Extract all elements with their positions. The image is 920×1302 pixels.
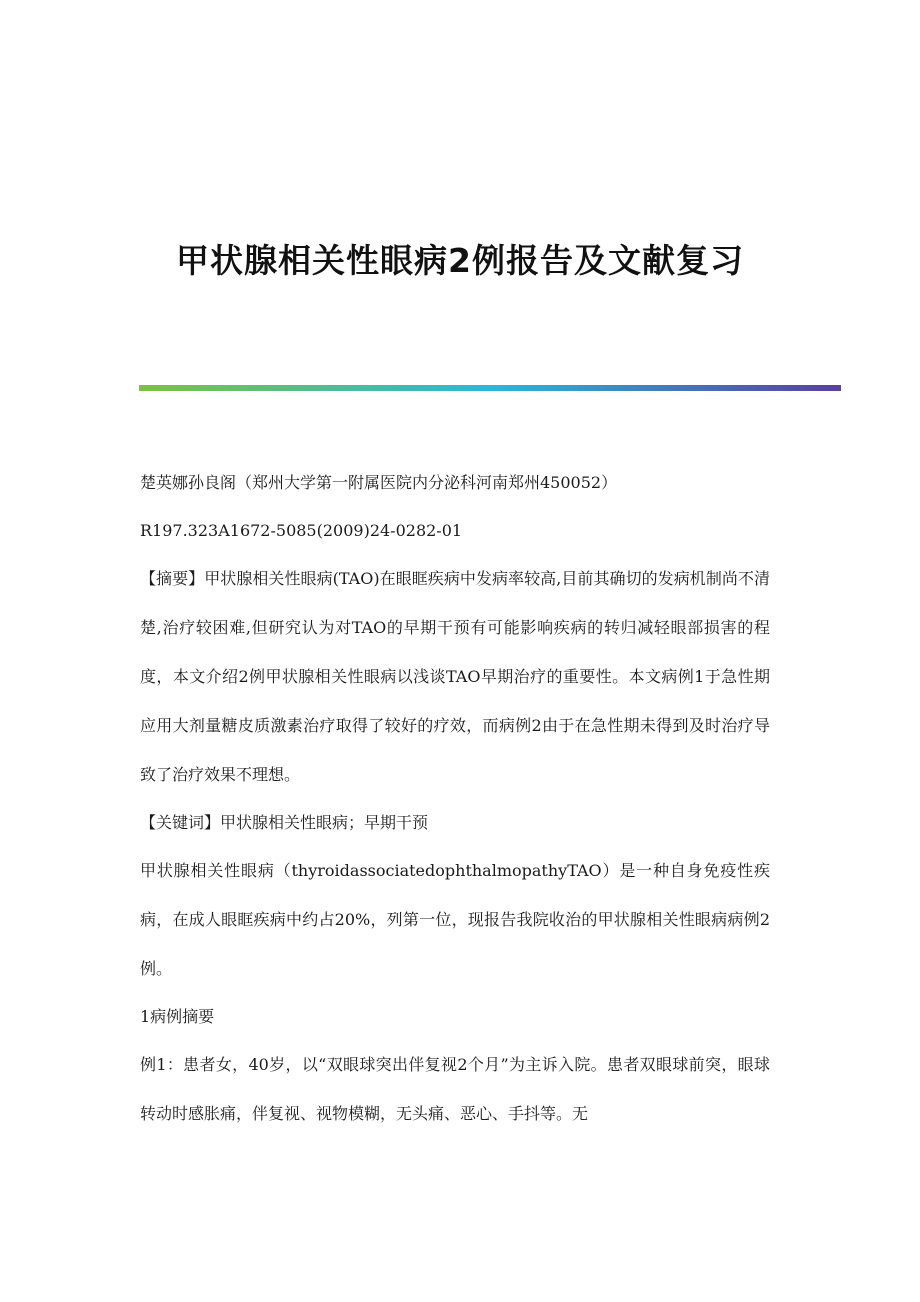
authors-affiliation: 楚英娜孙良阁（郑州大学第一附属医院内分泌科河南郑州450052） [140,473,618,492]
classification-codes: R197.323A1672-5085(2009)24-0282-01 [140,521,463,540]
paper-body [140,470,770,1149]
title-divider [139,385,841,391]
paper-title: 甲状腺相关性眼病2例报告及文献复习 [176,241,744,281]
case-1-paragraph: 例1：患者女，40岁，以“双眼球突出伴复视2个月”为主诉入院。患者双眼球前突，眼球转动时感胀痛，伴复视、视物模糊，无头痛、恶心、手抖等。无 [140,1055,770,1123]
abstract-paragraph: 【摘要】甲状腺相关性眼病(TAO)在眼眶疾病中发病率较高,目前其确切的发病机制尚不清楚,治疗较困难,但研究认为对TAO的早期干预有可能影响疾病的转归减轻眼部损害的程度，本文介绍2例甲状腺相关性眼病以浅谈TAO早期治疗的重要性。本文病例1于急性期应用大剂量糖皮质激素治疗取得了较好的疗效，而病例2由于在急性期未得到及时治疗导致了治疗效果不理想。 [140,569,770,784]
intro-paragraph: 甲状腺相关性眼病（thyroidassociatedophthalmopathyTAO）是一种自身免疫性疾病，在成人眼眶疾病中约占20%，列第一位，现报告我院收治的甲状腺相关性眼病病例2例。 [140,861,770,978]
section-heading: 1病例摘要 [140,1007,215,1026]
keywords-paragraph: 【关键词】甲状腺相关性眼病；早期干预 [140,813,429,832]
